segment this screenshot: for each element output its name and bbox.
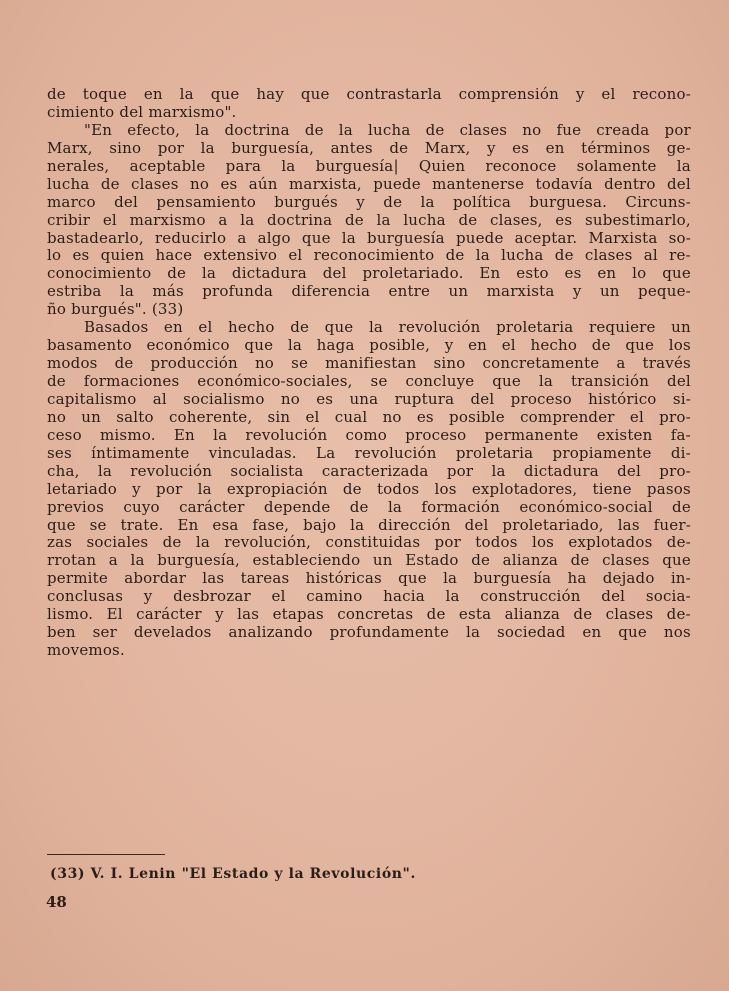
- text-line: "En efecto, la doctrina de la lucha de clases no fue creada por: [84, 121, 691, 139]
- text-line: cimiento del marxismo".: [47, 103, 237, 121]
- text-line: conclusas y desbrozar el camino hacia la construcción del socia-: [47, 588, 691, 606]
- text-line: capitalismo al socialismo no es una ruptura del proceso histórico si-: [47, 390, 691, 408]
- text-line: ño burgués". (33): [47, 301, 184, 319]
- text-line: letariado y por la expropiación de todos los explotadores, tiene pasos: [47, 480, 691, 498]
- text-line: que se trate. En esa fase, bajo la dirección del proletariado, las fuer-: [47, 516, 691, 534]
- page-number: 48: [46, 893, 67, 911]
- text-line: movemos.: [47, 642, 125, 660]
- text-line: Basados en el hecho de que la revolución proletaria requiere un: [84, 319, 691, 337]
- text-line: modos de producción no se manifiestan sino concretamente a través: [47, 355, 691, 373]
- text-line: no un salto coherente, sin el cual no es posible comprender el pro-: [47, 408, 691, 426]
- text-line: estriba la más profunda diferencia entre un marxista y un peque-: [47, 283, 691, 301]
- text-line: bastadearlo, reducirlo a algo que la burguesía puede aceptar. Marxista so-: [47, 229, 691, 247]
- text-line: ses íntimamente vinculadas. La revolución proletaria propiamente di-: [47, 444, 691, 462]
- text-line: ben ser develados analizando profundamente la sociedad en que nos: [47, 624, 691, 642]
- text-line: ceso mismo. En la revolución como proceso permanente existen fa-: [47, 426, 691, 444]
- text-line: previos cuyo carácter depende de la formación económico-social de: [47, 498, 691, 516]
- text-line: cha, la revolución socialista caracterizada por la dictadura del pro-: [47, 462, 691, 480]
- text-line: lo es quien hace extensivo el reconocimiento de la lucha de clases al re-: [47, 247, 691, 265]
- text-line: marco del pensamiento burgués y de la política burguesa. Circuns-: [47, 193, 691, 211]
- text-line: cribir el marxismo a la doctrina de la lucha de clases, es subestimarlo,: [47, 211, 691, 229]
- text-line: conocimiento de la dictadura del proletariado. En esto es en lo que: [47, 265, 691, 283]
- footnote-divider: [47, 854, 165, 855]
- text-line: lucha de clases no es aún marxista, puede mantenerse todavía dentro del: [47, 175, 691, 193]
- text-line: zas sociales de la revolución, constituidas por todos los explotados de-: [47, 534, 691, 552]
- body-text: [47, 86, 691, 660]
- text-line: nerales, aceptable para la burguesía| Quien reconoce solamente la: [47, 157, 691, 175]
- text-line: Marx, sino por la burguesía, antes de Marx, y es en términos ge-: [47, 139, 691, 157]
- text-line: de formaciones económico-sociales, se concluye que la transición del: [47, 373, 691, 390]
- text-line: rrotan a la burguesía, estableciendo un Estado de alianza de clases que: [47, 552, 691, 570]
- text-line: permite abordar las tareas históricas que la burguesía ha dejado in-: [47, 570, 691, 588]
- text-line: basamento económico que la haga posible, y en el hecho de que los: [47, 337, 691, 355]
- text-line: de toque en la que hay que contrastarla comprensión y el recono-: [47, 86, 691, 103]
- footnote: (33) V. I. Lenin "El Estado y la Revolución".: [50, 866, 416, 882]
- text-line: lismo. El carácter y las etapas concretas de esta alianza de clases de-: [47, 606, 691, 624]
